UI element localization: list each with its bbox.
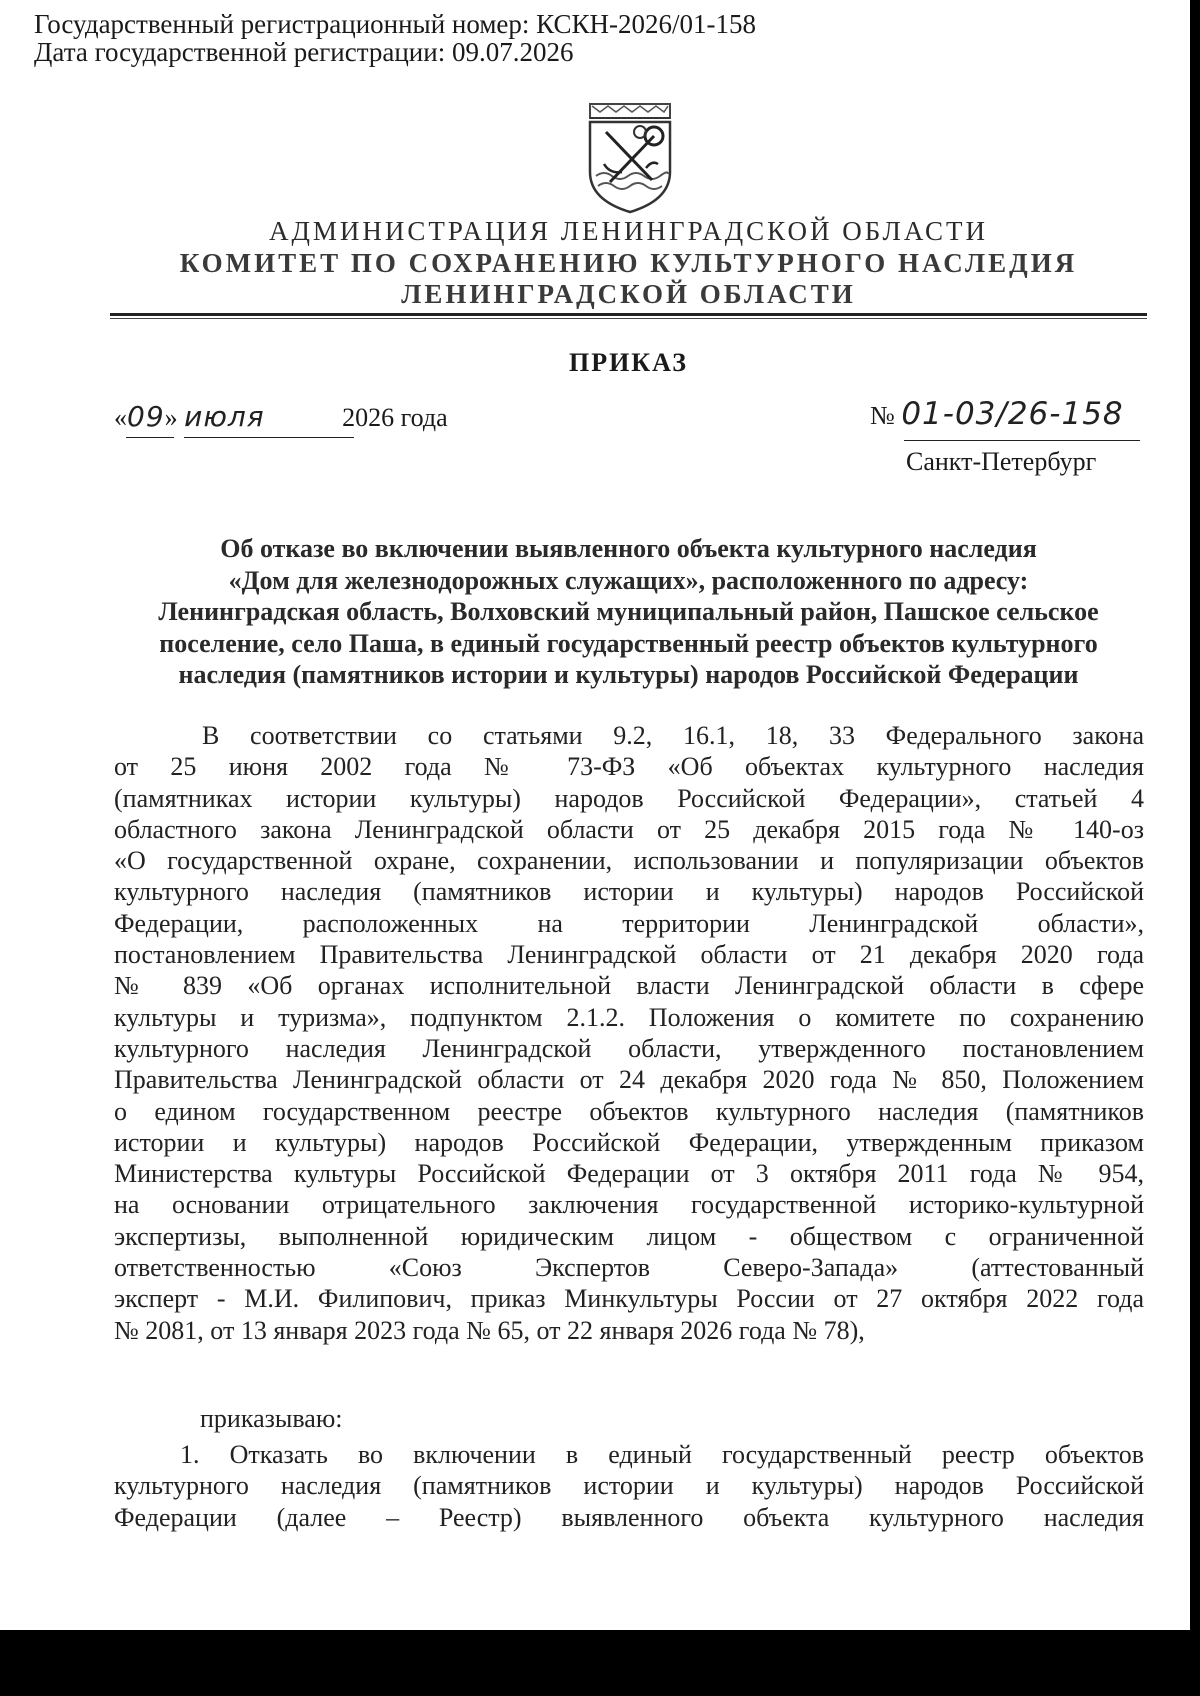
date-year: 2026 года (342, 403, 448, 432)
preamble-line: «О государственной охране, сохранении, использовании и популяризации объектов (114, 846, 1144, 876)
number-value: 01-03/26-158 (901, 396, 1124, 432)
preamble-line: культурного наследия (памятников истории и культуры) народов Российской (114, 877, 1144, 907)
order-word: приказываю: (200, 1404, 343, 1433)
preamble-line: Министерства культуры Российской Федерации от 3 октября 2011 года № 954, (114, 1159, 1144, 1189)
scan-bottom-border (0, 1630, 1200, 1696)
preamble-line: от 25 июня 2002 года № 73-ФЗ «Об объектах культурного наследия (114, 752, 1144, 782)
preamble-line: о едином государственном реестре объектов культурного наследия (памятников (114, 1096, 1144, 1126)
item-line: 1. Отказать во включении в единый государственный реестр объектов (180, 1440, 1144, 1469)
preamble-line: № 839 «Об органах исполнительной власти Ленинградской области в сфере (114, 971, 1144, 1001)
document-type: ПРИКАЗ (568, 348, 689, 377)
preamble-line: Правительства Ленинградской области от 24 декабря 2020 года № 850, Положением (114, 1065, 1144, 1095)
date-close-quote: » (164, 403, 178, 432)
order-title (110, 533, 1147, 691)
date-day-underline (126, 437, 174, 438)
coat-of-arms-emblem (582, 102, 678, 214)
title-line: «Дом для железнодорожных служащих», расположенного по адресу: (228, 565, 1029, 595)
preamble-line: постановлением Правительства Ленинградской области от 21 декабря 2020 года (114, 940, 1144, 970)
title-line: наследия (памятников истории и культуры) народов Российской Федерации (178, 660, 1079, 690)
preamble-line: экспертизы, выполненной юридическим лицом - обществом с ограниченной (114, 1221, 1144, 1251)
scan-edge (1190, 0, 1200, 1630)
registration-date: Дата государственной регистрации: 09.07.2026 (34, 37, 574, 67)
preamble-line: культурного наследия Ленинградской области, утвержденного постановлением (114, 1033, 1144, 1063)
header-rule (110, 313, 1147, 316)
preamble-line: областного закона Ленинградской области от 25 декабря 2015 года № 140-оз (114, 814, 1144, 844)
preamble-line: В соответствии со статьями 9.2, 16.1, 18, 33 Федерального закона (202, 721, 1144, 750)
item-line: Федерации (далее – Реестр) выявленного объекта культурного наследия (114, 1502, 1144, 1532)
preamble-line: истории и культуры) народов Российской Федерации, утвержденным приказом (114, 1127, 1144, 1157)
preamble-line: ответственностью «Союз Экспертов Северо-Запада» (аттестованный (114, 1253, 1144, 1283)
number-underline (904, 440, 1140, 441)
order-item-1 (114, 1439, 1144, 1533)
number-sign: № (870, 401, 895, 430)
preamble-line: (памятниках истории культуры) народов Российской Федерации», статьей 4 (114, 783, 1144, 813)
title-line: Ленинградская область, Волховский муниципальный район, Пашское сельское (158, 597, 1099, 627)
preamble-paragraph (114, 720, 1144, 1346)
order-number (870, 396, 1124, 432)
preamble-line: Федерации, расположенных на территории Ленинградской области», (114, 908, 1144, 938)
item-line: культурного наследия (памятников истории и культуры) народов Российской (114, 1471, 1144, 1501)
date-day: 09 (127, 400, 165, 433)
preamble-line: на основании отрицательного заключения государственной историко-культурной (114, 1190, 1144, 1220)
date-month-underline (184, 437, 354, 438)
header-region: ЛЕНИНГРАДСКОЙ ОБЛАСТИ (401, 279, 856, 309)
header-rule-thin (110, 318, 1147, 319)
header-committee: КОМИТЕТ ПО СОХРАНЕНИЮ КУЛЬТУРНОГО НАСЛЕДИЯ (179, 248, 1078, 278)
title-line: Об отказе во включении выявленного объекта культурного наследия (220, 534, 1037, 563)
preamble-line: культуры и туризма», подпунктом 2.1.2. Положения о комитете по сохранению (114, 1002, 1144, 1032)
title-line: поселение, село Паша, в единый государственный реестр объектов культурного (159, 628, 1098, 658)
city: Санкт-Петербург (906, 447, 1097, 476)
preamble-line: № 2081, от 13 января 2023 года № 65, от 22 января 2026 года № 78), (114, 1315, 865, 1345)
header-administration: АДМИНИСТРАЦИЯ ЛЕНИНГРАДСКОЙ ОБЛАСТИ (268, 216, 988, 246)
date-month: июля (184, 400, 265, 433)
order-date (114, 400, 448, 440)
date-open-quote: « (114, 403, 127, 432)
registration-number: Государственный регистрационный номер: КСКН-2026/01-158 (34, 9, 756, 39)
preamble-line: эксперт - М.И. Филипович, приказ Минкультуры России от 27 октября 2022 года (114, 1284, 1144, 1314)
